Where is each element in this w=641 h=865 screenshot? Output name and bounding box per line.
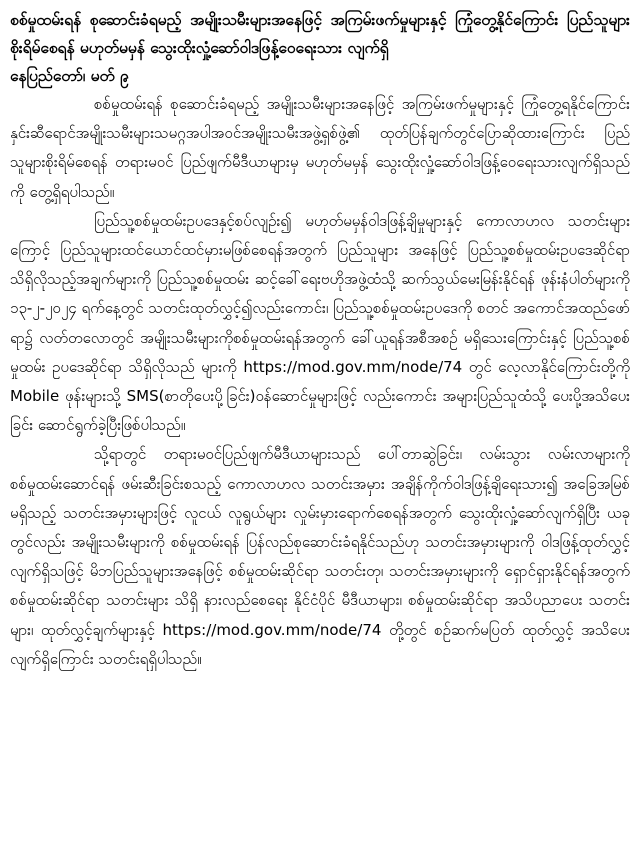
news-article xyxy=(10,6,630,674)
article-paragraph-2: ပြည်သူ့စစ်မှုထမ်းဥပဒေနှင့်စပ်လျဉ်း၍ မဟုတ်မမှန်ဝါဒဖြန့်ချိမှုများနှင့် ကောလာဟလ သတင်းများကြောင့် ပြည်သူများထင်ယောင်ထင်မှားမဖြစ်စေရန်အတွက် ပြည်သူများ အနေဖြင့် ပြည်သူ့စစ်မှုထမ်းဥပဒေဆိုင်ရာ သိရှိလိုသည့်အချက်များကို ပြည်သူ့စစ်မှုထမ်း ဆင့်ခေါ်ရေးဗဟိုအဖွဲ့ထံသို့ ဆက်သွယ်မေးမြန်းနိုင်ရန် ဖုန်းနံပါတ်များကို ၁၃-၂-၂၀၂၄ ရက်နေ့တွင် သတင်းထုတ်လွှင့်၍လည်းကောင်း၊ ပြည်သူ့စစ်မှုထမ်းဥပဒေကို စတင် အကောင်အထည်ဖော်ရာ၌ လတ်တလောတွင် အမျိုးသမီးများကိုစစ်မှုထမ်းရန်အတွက် ခေါ်ယူရန်အစီအစဉ် မရှိသေးကြောင်းနှင့် ပြည်သူ့စစ်မှုထမ်း ဥပဒေဆိုင်ရာ သိရှိလိုသည် များကို https://mod.gov.mm/node/74 တွင် လေ့လာနိုင်ကြောင်းတို့ကို Mobile ဖုန်းများသို့ SMS(စာတိုပေးပို့ခြင်း)ဝန်ဆောင်မှုများဖြင့် လည်းကောင်း အများပြည်သူထံသို့ ပေးပို့အသိပေးခြင်း ဆောင်ရွက်ခဲ့ပြီးဖြစ်ပါသည်။ xyxy=(10,211,630,435)
article-headline: စစ်မှုထမ်းရန် စုဆောင်းခံရမည့် အမျိုးသမီးများအနေဖြင့် အကြမ်းဖက်မှုများနှင့် ကြုံတွေ့နိုင်ကြောင်း ပြည်သူများစိုးရိမ်စေရန် မဟုတ်မမှန် သွေးထိုးလှုံ့ဆော်ဝါဒဖြန့်ဝေရေးသား လျက်ရှိ xyxy=(10,11,630,57)
article-paragraph-3: သို့ရာတွင် တရားမဝင်ပြည်ဖျက်မီဒီယာများသည် ပေါ်တာဆွဲခြင်း၊ လမ်းသွား လမ်းလာများကို စစ်မှုထမ်းဆောင်ရန် ဖမ်းဆီးခြင်းစသည့် ကောလာဟလ သတင်းအမှား အချိန်ကိုက်ဝါဒဖြန့်ချိရေးသား၍ အခြေအမြစ်မရှိသည့် သတင်းအမှားများဖြင့် လူငယ် လူရွယ်များ လှုမ်းမှားရောက်စေရန်အတွက် သွေးထိုးလှုံ့ဆော်လျက်ရှိပြီး ယခုတွင်လည်း အမျိုးသမီးများကို စစ်မှုထမ်းရန် ပြန်လည်စုဆောင်းခံရနိုင်သည်ဟု သတင်းအမှားများကို ဝါဒဖြန့်ထုတ်လွှင့်လျက်ရှိသဖြင့် မိဘပြည်သူများအနေဖြင့် စစ်မှုထမ်းဆိုင်ရာ သတင်းတု၊ သတင်းအမှားများကို ရှောင်ရှားနိုင်ရန်အတွက် စစ်မှုထမ်းဆိုင်ရာ သတင်းများ သိရှိ နားလည်စေရေး နိုင်ငံပိုင် မီဒီယာများ၊ စစ်မှုထမ်းဆိုင်ရာ အသိပညာပေး သတင်းများ၊ ထုတ်လွှင့်ချက်များနှင့် https://mod.gov.mm/node/74 တို့တွင် စဉ်ဆက်မပြတ် ထုတ်လွှင့် အသိပေးလျက်ရှိကြောင်း သတင်းရရှိပါသည်။ xyxy=(10,445,630,668)
article-paragraph-1: စစ်မှုထမ်းရန် စုဆောင်းခံရမည့် အမျိုးသမီးများအနေဖြင့် အကြမ်းဖက်မှုများနှင့် ကြုံတွေ့ရနိုင်ကြောင်း နှင်းဆီရောင်အမျိုးသမီးများသမဂ္ဂအပါအဝင်အမျိုးသမီးအဖွဲ့ရှစ်ဖွဲ့၏ ထုတ်ပြန်ချက်တွင်ပြောဆိုထားကြောင်း ပြည်သူများစိုးရိမ်စေရန် တရားမဝင် ပြည်ဖျက်မီဒီယာများမှ မဟုတ်မမှန် သွေးထိုးလှုံ့ဆော်ဝါဒဖြန့်ဝေရေးသားလျက်ရှိသည်ကို တွေ့ရှိရပါသည်။ xyxy=(10,95,630,201)
article-dateline: နေပြည်တော်၊ မတ် ၉ xyxy=(10,67,129,85)
